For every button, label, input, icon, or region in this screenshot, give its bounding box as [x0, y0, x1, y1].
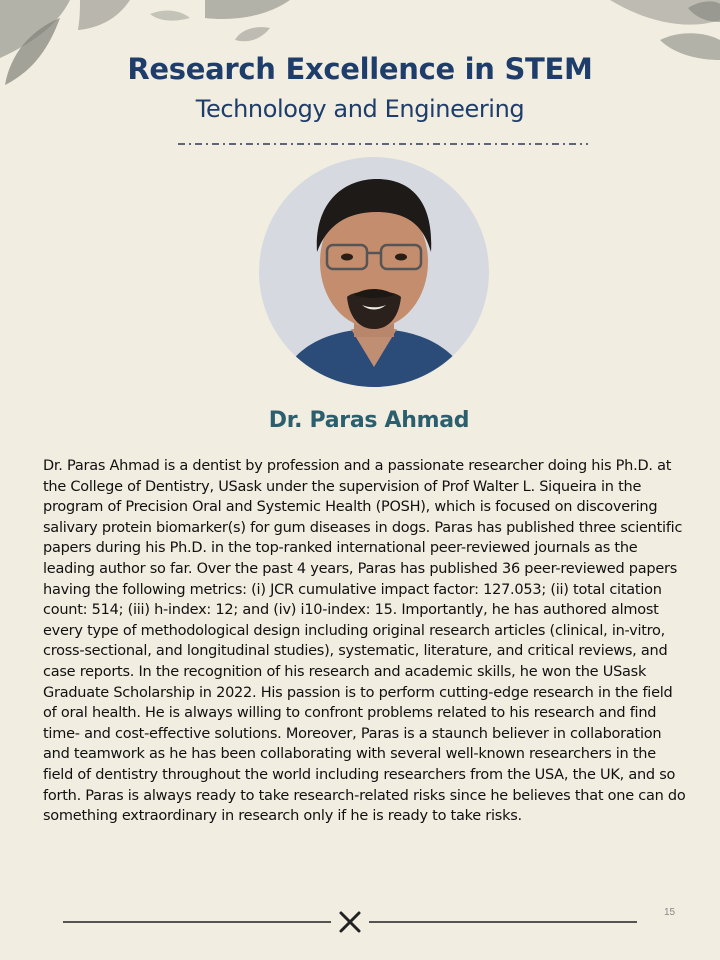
- portrait-photo: [259, 157, 489, 387]
- page-subtitle: Technology and Engineering: [195, 95, 525, 123]
- person-name: Dr. Paras Ahmad: [268, 408, 470, 433]
- biography-text: Dr. Paras Ahmad is a dentist by profession and a passionate researcher doing his Ph.D. at the College of Dentistry, USask under the supervision of Prof Walter L. Siqueira in the program of Precision Oral and Systemic Health (POSH), which is focused on discovering salivary protein biomarker(s) for gum diseases in dogs. Paras has published three scientific papers during his Ph.D. in the top-ranked international peer-reviewed journals as the leading author so far. Over the past 4 years, Paras has published 36 peer-reviewed papers having the following metrics: (i) JCR cumulative impact factor: 127.053; (ii) total citation count: 514; (iii) h-index: 12; and (iv) i10-index: 15. Importantly, he has authored almost every type of methodological design including original research articles (clinical, in-vitro, cross-sectional, and longitudinal studies), systematic, literature, and critical reviews, and case reports. In the recognition of his research and academic skills, he won the USask Graduate Scholarship in 2022. His passion is to perform cutting-edge research in the field of oral health. He is always willing to confront problems related to his research and find time- and cost-effective solutions. Moreover, Paras is a staunch believer in collaboration and teamwork as he has been collaborating with several well-known researchers in the field of dentistry throughout the world including researchers from the USA, the UK, and so forth. Paras is always ready to take research-related risks since he believes that one can do something extraordinary in research only if he is ready to take risks.: [43, 458, 686, 825]
- dashed-divider: [178, 139, 588, 149]
- page-title: Research Excellence in STEM: [127, 52, 593, 86]
- page-number: 15: [664, 907, 676, 918]
- footer-divider: [63, 909, 637, 935]
- x-mark-icon: [341, 913, 359, 931]
